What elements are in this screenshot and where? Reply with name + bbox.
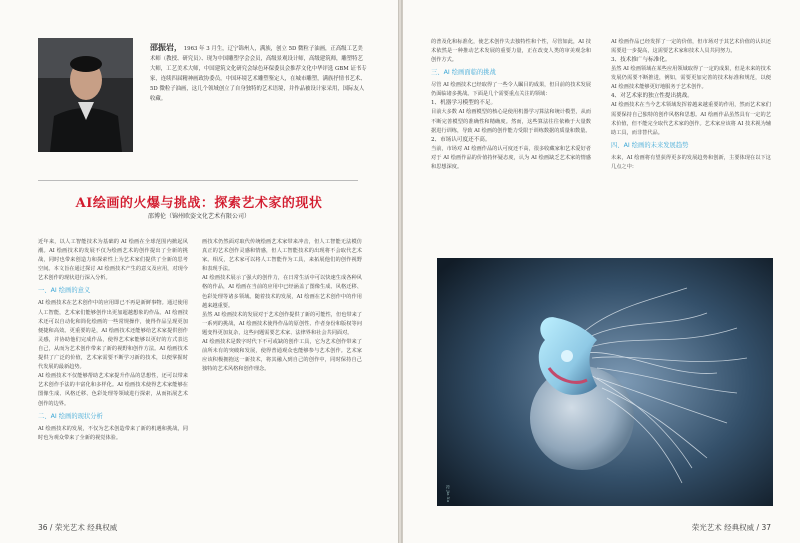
subheading: 1、机器学习模型的不足。	[431, 100, 497, 107]
paragraph: 当前，市场对 AI 绘画作品的认可度还不高，很多收藏家和艺术爱好者对于 AI 绘画作品的价值持怀疑态度，认为 AI 绘画缺乏艺术家的情感和思想深度。	[431, 145, 591, 170]
subheading: 4、对艺术家的独立性提出挑战。	[611, 93, 693, 100]
paragraph: 画技术仍然面对取代传统绘画艺术家带来冲击，但人工智能无法模仿真正的艺术创作灵感和情感，但人工智能技术的出现将不会取代艺术家。相反，艺术家可以将人工智能作为工具，来拓展他们的创作视野和表现手法。	[202, 239, 362, 273]
article-byline: 邵博伦（锦州欧姿文化艺术有限公司）	[147, 213, 250, 220]
left-page	[0, 0, 399, 543]
intro-paragraph: 近年来，以人工智能技术为基础的 AI 绘画在全球范围内掀起风潮。AI 绘画技术的发展不仅为绘画艺术的创作提出了全新的挑战，同时也带来创造力和探索性上为艺术家们提供了全新的思考空间。本文旨在通过探讨 AI 绘画技术产生的意义及应用，对现今艺术创作的现状进行深入分析。	[38, 239, 188, 282]
paragraph: AI 绘画技术展示了强大的创作力，在日常生活中可以快速生成各种风格的作品，AI 绘画在当前的应用中已经涵盖了图像生成、风格迁移、色彩处理等诸多领域。随着技术的发展，AI 绘画在艺术创作中的作用越来越重要。	[202, 275, 362, 309]
paragraph: AI 绘画技术是数字时代下不可或缺的创作工具，它为艺术创作带来了前所未有的突破和发展，使得普通观众也能够参与艺术创作。艺术家应该积极拥抱这一新技术，将其融入到自己的创作中，同时保持自己独特的艺术风格和创作理念。	[202, 339, 362, 373]
artwork-illustration	[437, 258, 773, 506]
section-heading-1: 一、AI 绘画的意义	[38, 287, 91, 295]
paragraph: AI 绘画技术的发展，不仅为艺术创造带来了新的机遇和挑战，同时也为观众带来了全新的视觉体验。	[38, 425, 188, 441]
right-page	[402, 0, 800, 543]
subheading: 3、技术推广与标准化。	[611, 57, 671, 64]
left-column-1	[38, 238, 188, 443]
right-page-footer: 荣光艺术 经典权威 / 37	[691, 523, 771, 532]
paragraph: 虽然 AI 绘画领域在某些应用领域取得了一定的成果，但是未来的技术发展仍需要不断推进，例如，需要更加完善的技术标准和规范，以便 AI 绘画技术能够更好地服务于艺术创作。	[611, 66, 771, 91]
author-portrait	[38, 38, 133, 152]
artwork-image	[437, 258, 773, 506]
paragraph: AI 绘画作品已经发挥了一定的价值，但市场对于其艺术价值的认识还需要进一步提高，这需要艺术家和技术人员共同努力。	[611, 39, 771, 55]
right-column-1	[431, 38, 591, 172]
subheading: 2、市场认可度还不高。	[431, 136, 491, 143]
author-bio	[150, 42, 368, 104]
paragraph: 虽然 AI 绘画技术的发展对于艺术创作提供了新的可能性，但也带来了一系列的挑战，AI 绘画技术使得作品的原创性、作者身份和版权等问题变得更加复杂，这些问题需要艺术家、法律界和社会共同面对。	[202, 311, 362, 336]
paragraph: 的普及化和标准化，使艺术创作失去独特性和个性，尽管如此，AI 技术依然是一种推动艺术发展的重要力量，正在改变人类的审美观念和创作方式。	[431, 39, 591, 64]
divider	[38, 180, 358, 181]
right-column-2	[611, 38, 771, 172]
section-heading-2: 二、AI 绘画的现状分析	[38, 412, 103, 420]
paragraph: 未来，AI 绘画将有望获得更多的发展趋势和创新，主要体现在以下这几点之中：	[611, 154, 771, 170]
author-name: 邵振岩，	[150, 42, 182, 52]
left-page-footer: 36 / 荣光艺术 经典权威	[38, 523, 118, 532]
section-heading-3: 三、AI 绘画面临的挑战	[431, 69, 496, 77]
paragraph: 目前大多数 AI 绘画模型的核心是使用机器学习算法和统计模型，从而不断完善模型的准确性和精确度。然而，这些算法往往依赖于大量数据进行训练，导致 AI 绘画的创作能力受限于训练数据的质量和数量。	[431, 109, 591, 134]
artwork-signature: 符 Jia Xu	[446, 484, 451, 502]
paragraph: AI 绘画技术不仅能够帮助艺术家提升作品的思想性，还可以带来艺术创作手法的丰富化和多样化。AI 绘画技术使得艺术家能够在图像生成、风格迁移、色彩处理等领域进行探索，从而拓展艺术创作的边界。	[38, 373, 188, 407]
author-bio-text: 1963 年 3 月生，辽宁锦州人，满族，创立 5D 微粒子油画，正高级工艺美术师（教授、研究员）、现为中国雕塑学会会员，高级景观设计师，高级建筑师，雕塑特艺大师，工艺美术大师，中国建筑文化研究会绿色环保委员会推荐文化中华评选 GBM 证书专家，连续四届精神画政协委员，中国环境艺术雕塑鉴定人，在城市雕塑，满族抒情书艺术、5D 微粒子油画，这几个领域创立了自身独特的艺术语境，并作品被设计家采用，国际友人收藏。	[150, 46, 367, 102]
paragraph: 尽管 AI 绘画技术已经取得了一些令人瞩目的成果，但目前的技术发展仍面临诸多挑战。下面是几个需要重点关注的领域：	[431, 82, 591, 98]
left-column-2	[202, 238, 362, 374]
paragraph: AI 绘画技术在当今艺术领域发挥着越来越重要的作用，然而艺术家们需要保持自己独特的创作风格和思想。AI 绘画作品虽然具有一定的艺术价值，但不能完全取代艺术家的创作。艺术家应该将 AI 技术视为辅助工具，而非替代品。	[611, 102, 771, 136]
article-title: AI绘画的火爆与挑战：探索艺术家的现状	[75, 196, 323, 211]
section-heading-4: 四、AI 绘画的未来发展趋势	[611, 141, 689, 149]
paragraph: AI 绘画技术在艺术创作中的应用即已不再是新鲜事物。通过使用人工智能，艺术家们能够创作出更加超越想象的作品。AI 绘画技术还可以自动化和简化绘画的一些常规操作，使得作品呈现更加便捷和高效。更重要的是，AI 绘画技术还能够给艺术家提供创作灵感，并协助他们完成作品，使得艺术家能够以更好的方式表达自己，从而为艺术创作带来了新的视野和创作方法。AI 绘画技术提供了广泛的价值，艺术家需要不断学习新的技术，以便掌握时代发展的最新趋势。	[38, 300, 188, 371]
